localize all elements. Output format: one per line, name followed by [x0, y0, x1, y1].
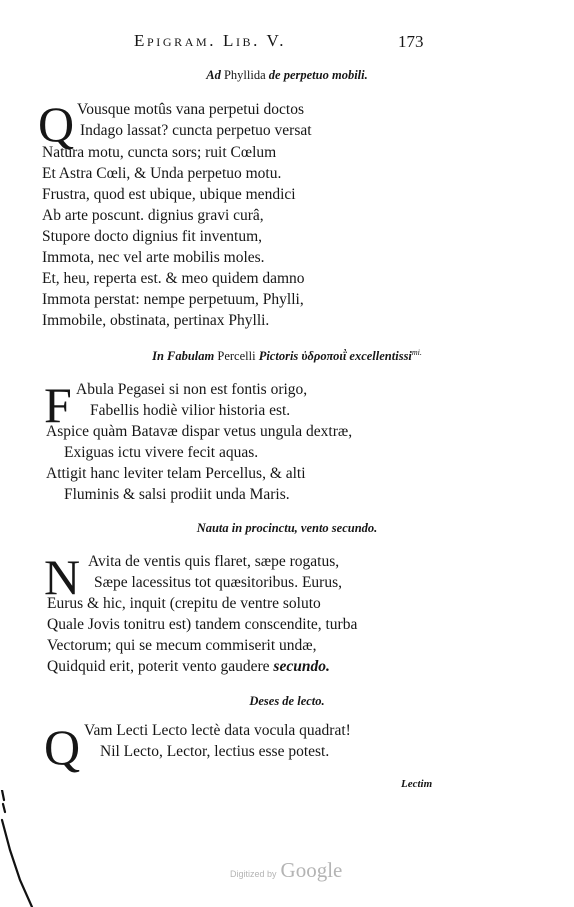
poem-3-title: Nauta in procinctu, vento secundo. [196, 521, 378, 535]
poem-line: Quidquid erit, poterit vento gaudere secundo. [47, 658, 330, 675]
poem-line: Sæpe lacessitus tot quæsitoribus. Eurus, [94, 574, 342, 591]
poem-line: Vectorum; qui se mecum commiserit undæ, [47, 637, 317, 654]
poem-line: Vousque motûs vana perpetui doctos [77, 101, 305, 118]
poem-line: Avita de ventis quis flaret, sæpe rogatus, [88, 553, 340, 570]
poem-4-title: Deses de lecto. [249, 694, 325, 708]
poem-line: Natura motu, cuncta sors; ruit Cœlum [42, 144, 277, 161]
poem-line: Nil Lecto, Lector, lectius esse potest. [100, 743, 330, 760]
digitization-watermark [230, 858, 342, 883]
poem-2-title: In Fabulam Percelli Pictoris ὑδροποιῒ excellentissi$^{mi.}$ [152, 348, 422, 364]
poem-line: Stupore docto dignius fit inventum, [42, 228, 262, 245]
poem-line: Aspice quàm Batavæ dispar vetus ungula dextræ, [46, 423, 353, 440]
poem-line: Frustra, quod est ubique, ubique mendici [42, 186, 296, 203]
poem-line: Exiguas ictu vivere fecit aquas. [64, 444, 259, 461]
catchword: Lectim [401, 778, 433, 790]
poem-line: Eurus & hic, inquit (crepitu de ventre soluto [47, 595, 321, 612]
page-edge-shadow [0, 790, 60, 907]
poem-line: Vam Lecti Lecto lectè data vocula quadrat! [84, 722, 351, 739]
poem-4-dropcap: Q [44, 719, 81, 775]
poem-line: Et, heu, reperta est. & meo quidem damno [42, 270, 305, 287]
poem-line: Immota perstat: nempe perpetuum, Phylli, [42, 291, 304, 308]
poem-line: Fluminis & salsi prodiit unda Maris. [64, 486, 290, 503]
watermark-brand: Google [280, 858, 343, 882]
poem-line: Immobile, obstinata, pertinax Phylli. [42, 312, 270, 329]
poem-line: Quale Jovis tonitru est) tandem conscendite, turba [47, 616, 358, 633]
poem-line: Fabellis hodiè vilior historia est. [90, 402, 291, 419]
poem-3-dropcap: N [44, 549, 81, 605]
page-number: 173 [398, 32, 424, 51]
poem-line: Ab arte poscunt. dignius gravi curâ, [42, 207, 264, 224]
running-head [0, 31, 574, 53]
watermark-prefix: Digitized by [230, 869, 277, 879]
poem-line: Indago lassat? cuncta perpetuo versat [80, 122, 312, 139]
poem-1-dropcap: Q [38, 96, 75, 152]
poem-line: Abula Pegasei si non est fontis origo, [76, 381, 308, 398]
poem-2-dropcap: F [44, 377, 72, 433]
poem-line: Immota, nec vel arte mobilis moles. [42, 249, 265, 266]
poem-line: Et Astra Cœli, & Unda perpetuo motu. [42, 165, 282, 182]
running-head-title: Epigram. Lib. V. [134, 31, 287, 50]
poem-1-title: Ad Phyllida de perpetuo mobili. [206, 68, 368, 82]
poem-line: Attigit hanc leviter telam Percellus, & alti [46, 465, 306, 482]
